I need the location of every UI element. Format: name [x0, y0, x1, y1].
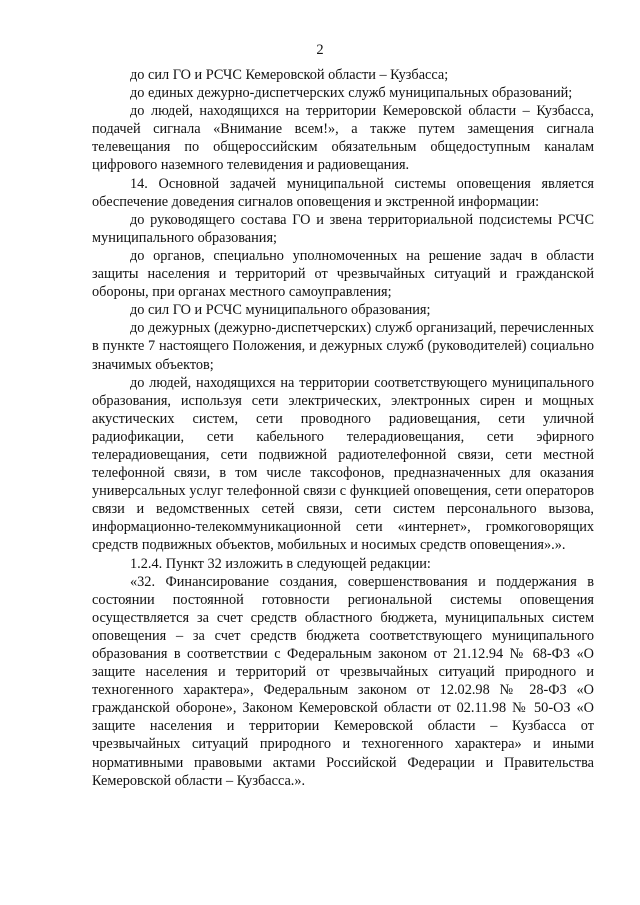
- paragraph: 1.2.4. Пункт 32 изложить в следующей редакции:: [130, 555, 431, 572]
- paragraph: до людей, находящихся на территории соответствующего муниципального образования, используя сети электрических, электронных сирен и мощных акустических систем, сети проводного радиовещания, сети уличной радиофикации, сети кабельного телерадиовещания, сети эфирного телерадиовещания, сети подвижной радиотелефонной связи, сети местной телефонной связи, в том числе таксофонов, предназначенных для оказания универсальных услуг телефонной связи с функцией оповещения, сети операторов связи и ведомственных сетей связи, сети систем персонального вызова, информационно-телекоммуникационной сети «интернет», громкоговорящих средств подвижных объектов, мобильных и носимых средств оповещения».».: [92, 374, 594, 554]
- paragraph: до сил ГО и РСЧС муниципального образования;: [130, 302, 431, 319]
- page-number: 2: [316, 42, 324, 58]
- paragraph: до руководящего состава ГО и звена территориальной подсистемы РСЧС муниципального образования;: [92, 211, 594, 246]
- paragraph: до дежурных (дежурно-диспетчерских) служб организаций, перечисленных в пункте 7 настоящего Положения, и дежурных служб (руководителей) социально значимых объектов;: [92, 320, 594, 373]
- paragraph: 14. Основной задачей муниципальной системы оповещения является обеспечение доведения сигналов оповещения и экстренной информации:: [92, 175, 594, 210]
- document-body: [92, 66, 594, 790]
- paragraph: до единых дежурно-диспетчерских служб муниципальных образований;: [130, 85, 573, 102]
- paragraph: до сил ГО и РСЧС Кемеровской области – Кузбасса;: [130, 67, 449, 83]
- paragraph: до органов, специально уполномоченных на решение задач в области защиты населения и территорий от чрезвычайных ситуаций и гражданской обороны, при органах местного самоуправления;: [92, 247, 594, 301]
- paragraph: до людей, находящихся на территории Кемеровской области – Кузбасса, подачей сигнала «Внимание всем!», а также путем замещения сигнала телевещания по общероссийским обязательным общедоступным каналам цифрового наземного телевидения и радиовещания.: [92, 103, 594, 174]
- paragraph: «32. Финансирование создания, совершенствования и поддержания в состоянии постоянной готовности региональной системы оповещения осуществляется за счет средств областного бюджета, муниципальных систем оповещения – за счет средств бюджета соответствующего муниципального образования в соответствии с Федеральным законом от 21.12.94 № 68-ФЗ «О защите населения и территорий от чрезвычайных ситуаций природного и техногенного характера», Федеральным законом от 12.02.98 № 28-ФЗ «О гражданской обороне», Законом Кемеровской области от 02.11.98 № 50-ОЗ «О защите населения и территории Кемеровской области – Кузбасса от чрезвычайных ситуаций природного и техногенного характера» и иными нормативными правовыми актами Российской Федерации и Правительства Кемеровской области – Кузбасса.».: [92, 573, 594, 789]
